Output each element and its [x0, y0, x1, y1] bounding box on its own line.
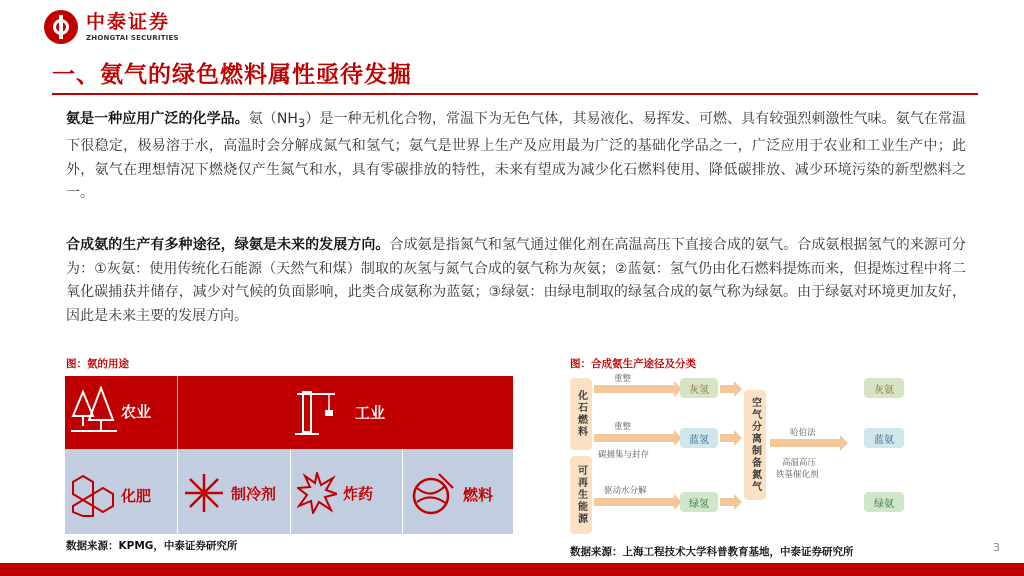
grey-ammonia-box: 灰氨: [864, 378, 904, 398]
arrow: [594, 498, 674, 506]
figure-left-caption: 图：氨的用途: [66, 358, 129, 370]
paragraph-synthesis-routes: [66, 234, 966, 328]
p1-heading: 氨是一种应用广泛的化学品。: [66, 111, 249, 127]
use-fuel: [409, 472, 493, 516]
page-number: 3: [993, 541, 1000, 554]
p1-text-b: ）是一种无机化合物，常温下为无色气体，其易液化、易挥发、可燃、具有较强烈刺激性气味。氨气在常温下很稳定，极易溶于水，高温时会分解成氮气和氢气；氨气是世界上生产及应用最为广泛的基础化学品之一，广泛应用于农业和工业生产中；此外，氨气在理想情况下燃烧仅产生氮气和水，具有零碳排放的特性，未来有望成为减少化石燃料使用、降低碳排放、减少环境污染的新型燃料之一。: [66, 111, 967, 202]
title-divider: [52, 93, 978, 95]
logo-name-cn: 中泰证券: [86, 10, 171, 33]
p2-heading: 合成氨的生产有多种途径，绿氨是未来的发展方向。: [66, 237, 390, 253]
air-separation-box: 空气分离制备氮气: [744, 390, 766, 500]
step-reform-label: 重整: [614, 374, 632, 384]
blue-ammonia-box: 蓝氨: [864, 428, 904, 448]
use-label: 化肥: [121, 486, 152, 505]
molecule-icon: [71, 472, 115, 518]
use-industry: [293, 386, 385, 438]
p2-text: 合成氨是指氮气和氢气通过催化剂在高温高压下直接合成的氨气。合成氨根据氢气的来源可分为：①灰氨：使用传统化石能源（天然气和煤）制取的灰氢与氮气合成的氨气称为灰氨；②蓝氨：氢气仍由化石燃料提炼而来，但提炼过程中将二氧化碳捕获并储存，减少对气候的负面影响，此类合成氨称为蓝氨；③绿氨：由绿电制取的绿氢合成的氨气称为绿氨。由于绿氨对环境更加友好，因此是未来主要的发展方向。: [66, 237, 967, 324]
arrow: [594, 434, 674, 442]
arrow: [720, 498, 734, 506]
use-label: 农业: [121, 402, 152, 421]
crane-icon: [293, 386, 337, 438]
figure-right-source: 数据来源：上海工程技术大学科普教育基地，中泰证券研究所: [570, 546, 854, 558]
use-label: 炸药: [343, 484, 374, 503]
company-logo: [44, 10, 179, 44]
arrow: [720, 434, 734, 442]
use-label: 燃料: [463, 485, 494, 504]
figure-left-source: 数据来源：KPMG，中泰证券研究所: [66, 540, 238, 552]
forest-icon: [71, 386, 117, 436]
green-ammonia-box: 绿氨: [864, 492, 904, 512]
logo-icon: [44, 10, 78, 44]
p1-subscript: 3: [297, 115, 306, 130]
green-hydrogen-box: 绿氢: [680, 492, 718, 512]
yarn-ball-icon: [409, 472, 455, 516]
figure-right-caption: 图：合成氨生产途径及分类: [570, 358, 696, 370]
ammonia-uses-figure: [65, 376, 513, 534]
step-reform-label: 重整: [614, 422, 632, 432]
divider: [177, 449, 178, 534]
haber-label: 哈伯法: [790, 428, 816, 438]
blue-hydrogen-box: 蓝氢: [680, 428, 718, 448]
snowflake-icon: [183, 472, 225, 514]
fossil-fuel-box: 化石燃料: [570, 378, 592, 450]
use-refrigerant: [183, 472, 276, 514]
footer-bar: [0, 563, 1024, 576]
arrow: [594, 385, 674, 393]
divider: [290, 449, 291, 534]
explosion-icon: [297, 472, 337, 514]
paragraph-ammonia-intro: [66, 108, 966, 206]
use-explosive: [297, 472, 373, 514]
grey-hydrogen-box: 灰氢: [680, 378, 718, 398]
step-ccs-label: 碳捕集与封存: [598, 450, 650, 460]
use-fertilizer: [71, 472, 151, 518]
arrow: [720, 385, 734, 393]
conditions-label-2: 铁基催化剂: [776, 470, 819, 480]
conditions-label-1: 高温高压: [782, 458, 817, 468]
use-label: 工业: [355, 403, 386, 422]
logo-name-en: ZHONGTAI SECURITIES: [86, 33, 179, 42]
p1-text-a: 氨（NH: [248, 111, 298, 127]
arrow: [770, 439, 840, 447]
page-title: 一、氨气的绿色燃料属性亟待发掘: [52, 62, 412, 88]
renewable-energy-box: 可再生能源: [570, 456, 592, 534]
use-label: 制冷剂: [231, 484, 277, 503]
use-agriculture: [71, 386, 151, 436]
divider: [177, 376, 178, 449]
ammonia-routes-diagram: [568, 372, 926, 536]
divider: [402, 449, 403, 534]
step-electrolysis-label: 驱动水分解: [604, 486, 647, 496]
